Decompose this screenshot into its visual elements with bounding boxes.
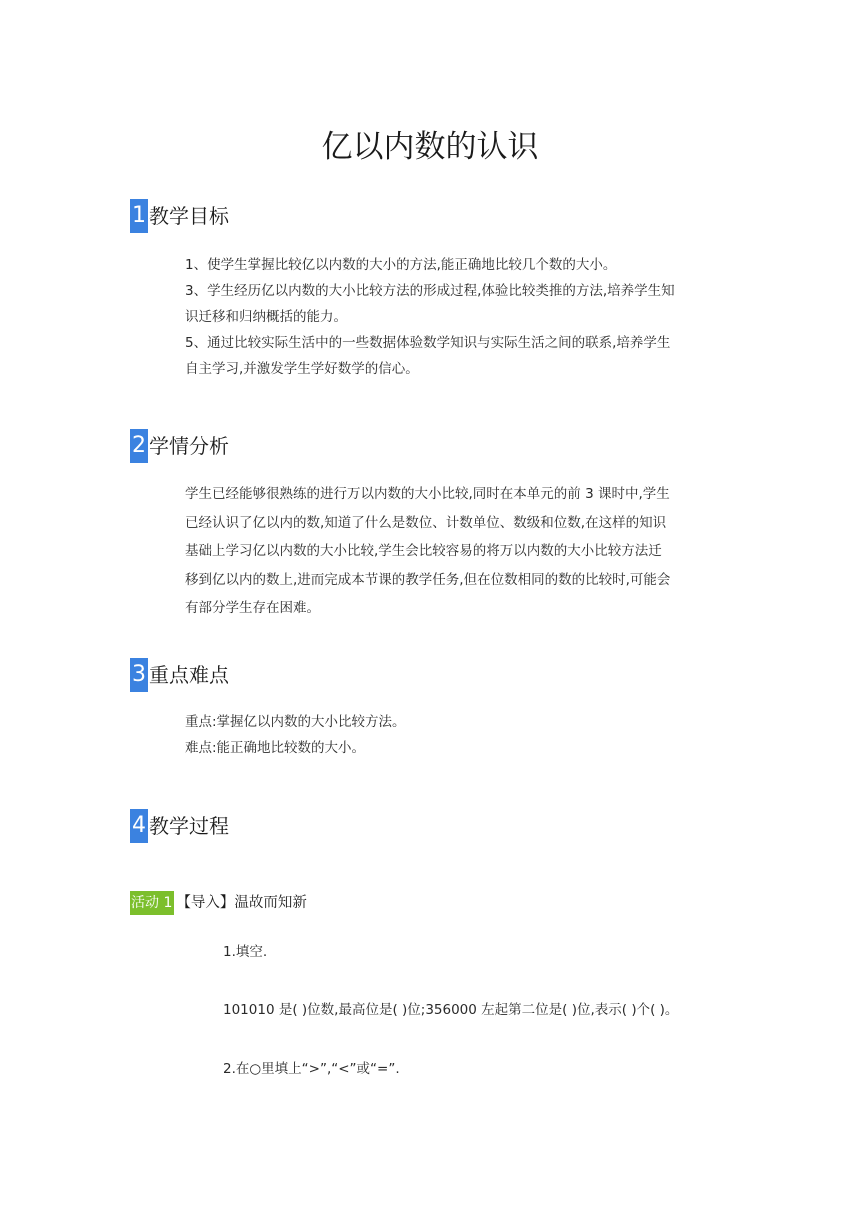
section-title: 教学目标: [149, 204, 229, 228]
activity-heading: [130, 891, 307, 915]
section-title: 重点难点: [149, 663, 229, 687]
student-analysis-text: [185, 480, 730, 623]
key-points-text: [185, 709, 730, 761]
section-number-badge: 4: [130, 809, 148, 843]
text-line: 重点:掌握亿以内数的大小比较方法。: [185, 714, 406, 730]
text-line: 学生已经能够很熟练的进行万以内数的大小比较,同时在本单元的前 3 课时中,学生: [185, 486, 670, 502]
question-line: 2.在○里填上“>”,“<”或“=”.: [223, 1061, 400, 1077]
text-line: 有部分学生存在困难。: [185, 600, 320, 616]
text-line: 移到亿以内的数上,进而完成本节课的教学任务,但在位数相同的数的比较时,可能会: [185, 571, 671, 588]
section-title: 教学过程: [149, 814, 229, 838]
section-number-badge: 3: [130, 658, 148, 692]
text-line: 自主学习,并激发学生学好数学的信心。: [185, 361, 419, 377]
teaching-goals-text: [185, 252, 730, 382]
document-title: 亿以内数的认识: [321, 128, 539, 165]
question-line: 101010 是( )位数,最高位是( )位;356000 左起第二位是( )位,表示( )个( )。: [223, 1002, 679, 1018]
question-line: 1.填空.: [223, 944, 268, 960]
activity-title: 【导入】温故而知新: [176, 895, 307, 911]
section-title: 学情分析: [149, 434, 229, 458]
text-line: 1、使学生掌握比较亿以内数的大小的方法,能正确地比较几个数的大小。: [185, 257, 617, 273]
text-line: 已经认识了亿以内的数,知道了什么是数位、计数单位、数级和位数,在这样的知识: [185, 514, 667, 531]
section-number-badge: 1: [130, 199, 148, 233]
text-line: 难点:能正确地比较数的大小。: [185, 740, 366, 756]
section-heading-student-analysis: [130, 429, 229, 463]
text-line: 3、学生经历亿以内数的大小比较方法的形成过程,体验比较类推的方法,培养学生知: [185, 283, 675, 299]
section-heading-teaching-process: [130, 809, 229, 843]
section-number-badge: 2: [130, 429, 148, 463]
text-line: 5、通过比较实际生活中的一些数据体验数学知识与实际生活之间的联系,培养学生: [185, 335, 671, 351]
activity-badge: 活动 1: [130, 891, 174, 915]
section-heading-teaching-goals: [130, 199, 229, 233]
section-heading-key-points: [130, 658, 229, 692]
text-line: 识迁移和归纳概括的能力。: [185, 309, 347, 325]
text-line: 基础上学习亿以内数的大小比较,学生会比较容易的将万以内数的大小比较方法迁: [185, 543, 662, 559]
